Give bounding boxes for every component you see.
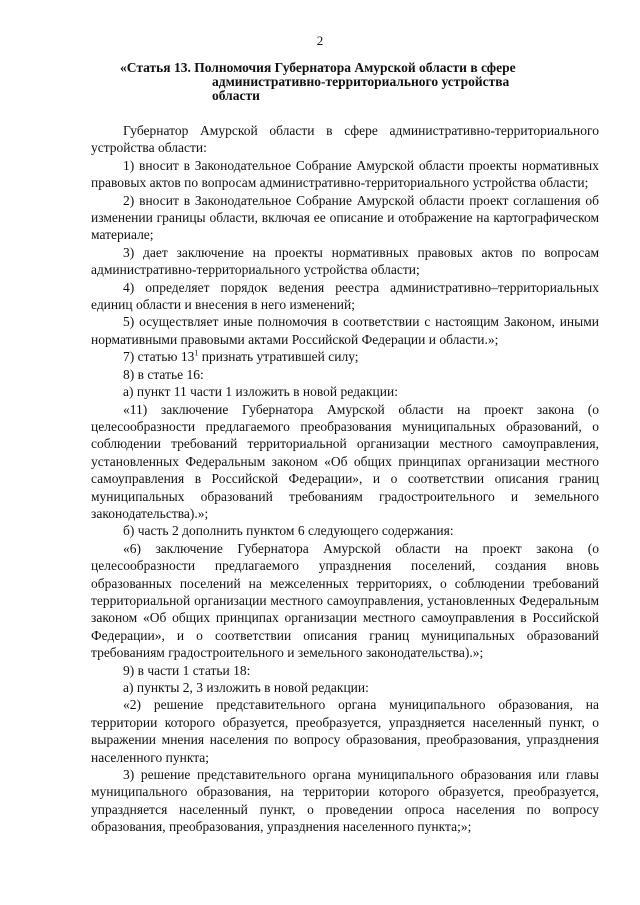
- paragraph-amendment-8b: б) часть 2 дополнить пунктом 6 следующего содержания:: [123, 523, 454, 539]
- paragraph-item-4: 4) определяет порядок ведения реестра административно–территориальных единиц области и внесения в него изменений;: [91, 279, 599, 313]
- document-body: [91, 122, 599, 836]
- paragraph-item-2: 2) вносит в Законодательное Собрание Амурской области проект соглашения об изменении границы области, включая ее описание и отображение на картографическом материале;: [91, 192, 599, 243]
- article-title-line: административно-территориального устройства: [212, 74, 510, 89]
- amendment-7-superscript: 1: [194, 348, 199, 358]
- page-number: 2: [316, 33, 324, 48]
- paragraph-amendment-9: 9) в части 1 статьи 18:: [123, 662, 251, 678]
- paragraph-amendment-8a: а) пункт 11 части 1 изложить в новой редакции:: [123, 384, 398, 400]
- article-title-line: «Статья 13. Полномочия Губернатора Амурской области в сфере: [120, 60, 516, 75]
- paragraph-item-1: 1) вносит в Законодательное Собрание Амурской области проекты нормативных правовых актов по вопросам административно-территориального устройства области;: [91, 157, 599, 191]
- amendment-7-text: 7) статью 13: [123, 349, 195, 365]
- paragraph-amendment-8: 8) в статье 16:: [123, 366, 204, 382]
- paragraph-quote-6: «6) заключение Губернатора Амурской области на проект закона (о целесообразности предлагаемого упразднения поселений, создания вновь образованных поселений на межселенных территориях, о соблюдении требований территориальной организации местного самоуправления, установленных Федеральным законом «Об общих принципах организации местного самоуправления в Российской Федерации», и о соответствии описания границ муниципальных образований требованиям градостроительного и земельного законодательства).»;: [91, 540, 599, 661]
- amendment-7-text-end: признать утратившей силу;: [198, 349, 359, 365]
- paragraph-item-5: 5) осуществляет иные полномочия в соответствии с настоящим Законом, иными нормативными правовыми актами Российской Федерации и области.»;: [91, 314, 599, 347]
- paragraph-amendment-9a: а) пункты 2, 3 изложить в новой редакции:: [123, 680, 369, 695]
- paragraph-item-3: 3) дает заключение на проекты нормативных правовых актов по вопросам административно-территориального устройства области;: [91, 244, 599, 278]
- paragraph-quote-2: «2) решение представительного органа муниципального образования, на территории которого образуется, преобразуется, упраздняется населенный пункт, о выражении мнения населения по вопросу образования, преобразования, упразднения населенного пункта;: [91, 697, 599, 765]
- paragraph-intro: Губернатор Амурской области в сфере административно-территориального устройства области:: [91, 123, 599, 156]
- paragraph-amendment-7: [91, 348, 599, 365]
- article-title: [120, 61, 590, 103]
- article-title-line: области: [212, 88, 260, 103]
- paragraph-quote-3: 3) решение представительного органа муниципального образования или главы муниципального образования, на территории которого образуется, преобразуется, упраздняется населенный пункт, о проведении опроса населения по вопросу образования, преобразования, упразднения населенного пункта;»;: [91, 767, 599, 835]
- paragraph-quote-11: «11) заключение Губернатора Амурской области на проект закона (о целесообразности предлагаемого преобразования муниципальных образований, о соблюдении требований территориальной организации местного самоуправления, установленных Федеральным законом «Об общих принципах организации местного самоуправления в Российской Федерации», и о соответствии описания границ муниципальных образований требованиям градостроительного и земельного законодательства).»;: [91, 401, 599, 521]
